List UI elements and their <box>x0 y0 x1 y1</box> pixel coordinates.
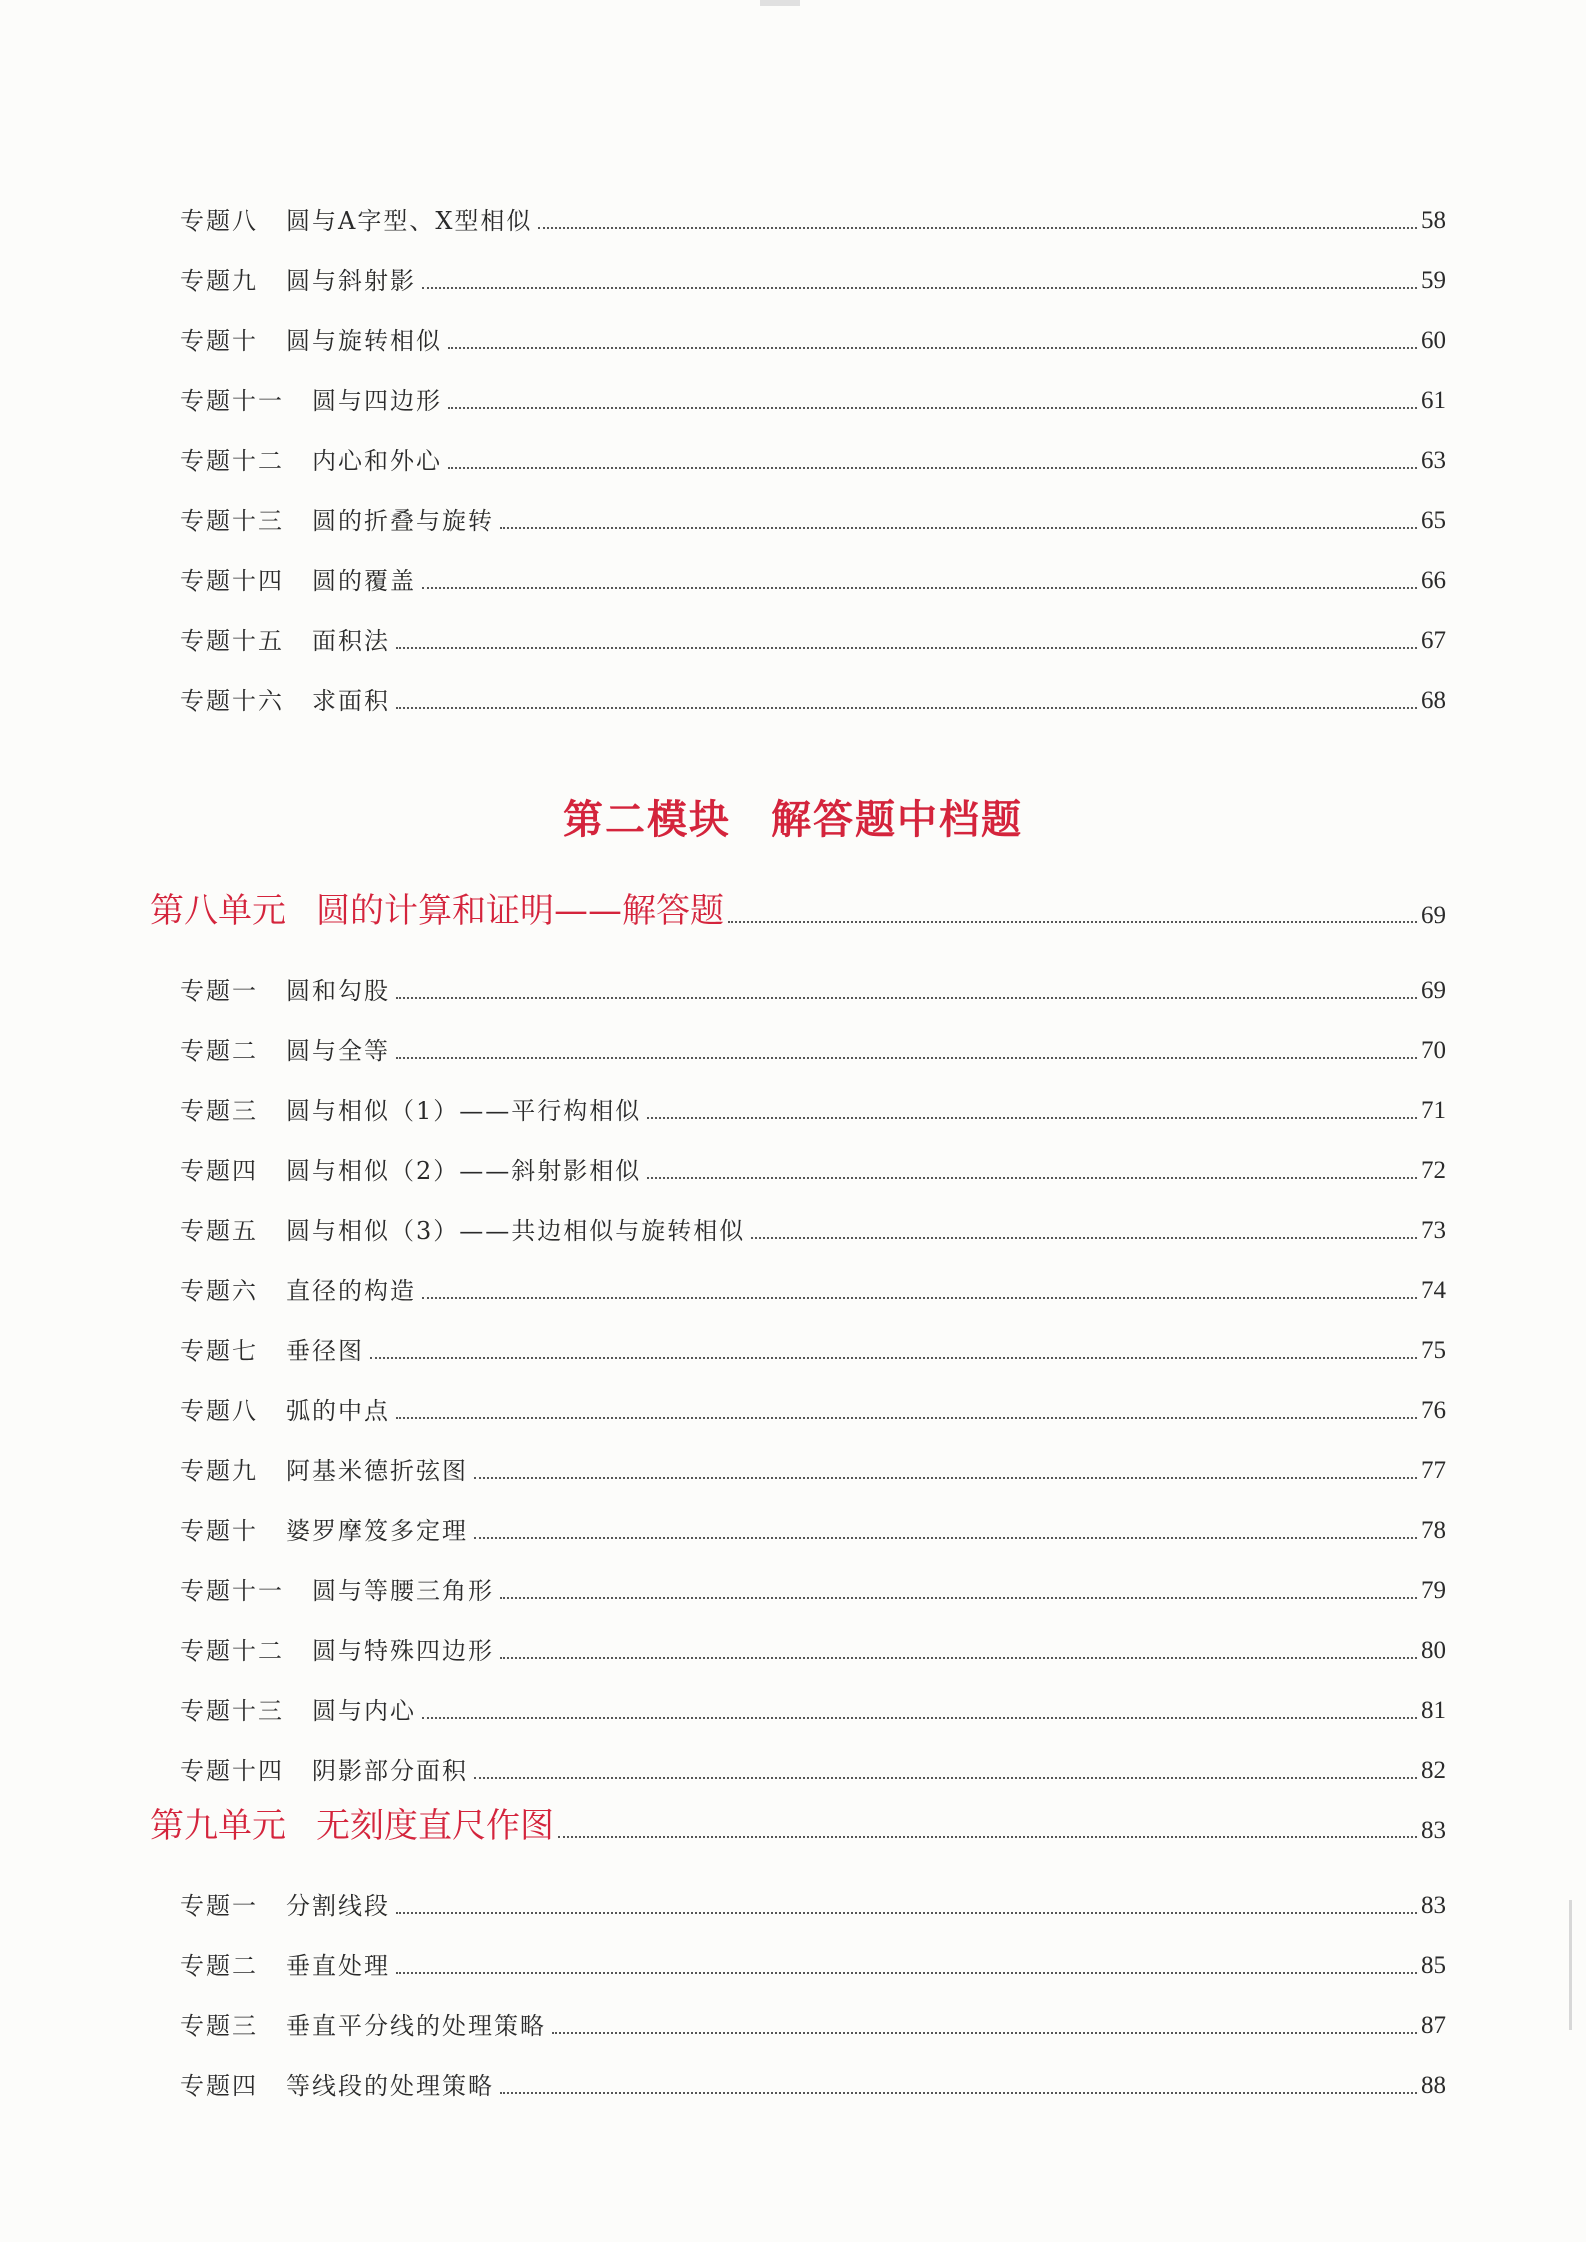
topic-title: 圆的覆盖 <box>312 567 416 595</box>
page-number: 88 <box>1421 2072 1446 2099</box>
unit-number: 第九单元 <box>150 1806 286 1846</box>
toc-entry[interactable] <box>180 1205 1446 1245</box>
topic-title: 垂直处理 <box>286 1952 390 1980</box>
page-number: 80 <box>1421 1637 1446 1664</box>
dot-leader <box>448 347 1417 349</box>
dot-leader <box>396 997 1417 999</box>
topic-number: 专题十四 <box>180 567 284 595</box>
topic-title: 垂直平分线的处理策略 <box>286 2012 546 2040</box>
topic-number: 专题三 <box>180 2012 258 2040</box>
topic-number: 专题十五 <box>180 627 284 655</box>
topic-title: 等线段的处理策略 <box>286 2072 494 2100</box>
page-number: 66 <box>1421 567 1446 594</box>
topic-title: 圆与全等 <box>286 1037 390 1065</box>
module-name: 解答题中档题 <box>771 797 1023 843</box>
page-number: 72 <box>1421 1157 1446 1184</box>
topic-number: 专题九 <box>180 1457 258 1485</box>
dot-leader <box>728 921 1417 923</box>
dot-leader <box>647 1177 1417 1179</box>
dot-leader <box>552 2032 1417 2034</box>
dot-leader <box>647 1117 1417 1119</box>
topic-title: 内心和外心 <box>312 447 442 475</box>
dot-leader <box>396 1972 1417 1974</box>
page-number: 63 <box>1421 447 1446 474</box>
toc-entry[interactable] <box>180 1685 1446 1725</box>
topic-number: 专题五 <box>180 1217 258 1245</box>
topic-number: 专题十 <box>180 327 258 355</box>
unit-number: 第八单元 <box>150 891 286 931</box>
toc-entry[interactable] <box>180 1505 1446 1545</box>
toc-entry[interactable] <box>180 1745 1446 1785</box>
page-number: 73 <box>1421 1217 1446 1244</box>
topic-number: 专题十一 <box>180 387 284 415</box>
toc-entry[interactable] <box>180 1880 1446 1920</box>
unit-title: 圆的计算和证明——解答题 <box>316 891 724 931</box>
toc-entry[interactable] <box>180 315 1446 355</box>
topic-title: 圆与相似（2）——斜射影相似 <box>286 1157 642 1185</box>
page-number: 67 <box>1421 627 1446 654</box>
topic-number: 专题三 <box>180 1097 258 1125</box>
page-number: 82 <box>1421 1757 1446 1784</box>
toc-entry[interactable] <box>180 1940 1446 1980</box>
topic-title: 圆与相似（1）——平行构相似 <box>286 1097 642 1125</box>
topic-title: 圆和勾股 <box>286 977 390 1005</box>
topic-number: 专题十二 <box>180 447 284 475</box>
toc-entry[interactable] <box>180 435 1446 475</box>
dot-leader <box>448 407 1417 409</box>
dot-leader <box>500 527 1417 529</box>
page-number: 75 <box>1421 1337 1446 1364</box>
topic-title: 阿基米德折弦图 <box>286 1457 468 1485</box>
page-number: 59 <box>1421 267 1446 294</box>
topic-title: 直径的构造 <box>286 1277 416 1305</box>
topic-title: 阴影部分面积 <box>312 1757 468 1785</box>
page-number: 65 <box>1421 507 1446 534</box>
topic-number: 专题一 <box>180 1892 258 1920</box>
topic-number: 专题十三 <box>180 1697 284 1725</box>
topic-title: 弧的中点 <box>286 1397 390 1425</box>
page-number: 69 <box>1421 977 1446 1004</box>
topic-number: 专题八 <box>180 207 258 235</box>
toc-entry[interactable] <box>180 1445 1446 1485</box>
dot-leader <box>422 1297 1417 1299</box>
dot-leader <box>558 1836 1417 1838</box>
topic-number: 专题八 <box>180 1397 258 1425</box>
page-number: 71 <box>1421 1097 1446 1124</box>
toc-entry[interactable] <box>180 1265 1446 1305</box>
topic-title: 圆与相似（3）——共边相似与旋转相似 <box>286 1217 746 1245</box>
page-edge-shadow <box>1569 1900 1572 2030</box>
topic-number: 专题七 <box>180 1337 258 1365</box>
dot-leader <box>396 1417 1417 1419</box>
dot-leader <box>422 287 1417 289</box>
toc-entry[interactable] <box>180 2060 1446 2100</box>
topic-title: 圆与特殊四边形 <box>312 1637 494 1665</box>
dot-leader <box>751 1237 1417 1239</box>
page-number: 60 <box>1421 327 1446 354</box>
dot-leader <box>370 1357 1417 1359</box>
toc-entry[interactable] <box>180 615 1446 655</box>
page-number: 83 <box>1421 1892 1446 1919</box>
topic-number: 专题六 <box>180 1277 258 1305</box>
page-number: 78 <box>1421 1517 1446 1544</box>
topic-title: 圆的折叠与旋转 <box>312 507 494 535</box>
dot-leader <box>422 587 1417 589</box>
dot-leader <box>538 227 1417 229</box>
topic-number: 专题一 <box>180 977 258 1005</box>
page-number: 70 <box>1421 1037 1446 1064</box>
page-number: 58 <box>1421 207 1446 234</box>
topic-title: 圆与斜射影 <box>286 267 416 295</box>
topic-title: 求面积 <box>312 687 390 715</box>
topic-title: 圆与旋转相似 <box>286 327 442 355</box>
unit-heading[interactable] <box>150 1800 1446 1846</box>
topic-title: 圆与等腰三角形 <box>312 1577 494 1605</box>
module-title <box>0 795 1586 845</box>
topic-number: 专题十四 <box>180 1757 284 1785</box>
topic-title: 婆罗摩笈多定理 <box>286 1517 468 1545</box>
dot-leader <box>500 2092 1417 2094</box>
dot-leader <box>396 707 1417 709</box>
module-number: 第二模块 <box>563 797 731 843</box>
toc-entry[interactable] <box>180 1085 1446 1125</box>
toc-entry[interactable] <box>180 555 1446 595</box>
topic-number: 专题四 <box>180 1157 258 1185</box>
toc-entry[interactable] <box>180 495 1446 535</box>
dot-leader <box>474 1537 1417 1539</box>
topic-number: 专题十六 <box>180 687 284 715</box>
topic-number: 专题四 <box>180 2072 258 2100</box>
page-number: 76 <box>1421 1397 1446 1424</box>
toc-entry[interactable] <box>180 1025 1446 1065</box>
dot-leader <box>422 1717 1417 1719</box>
toc-entry[interactable] <box>180 965 1446 1005</box>
page-number: 87 <box>1421 2012 1446 2039</box>
topic-title: 垂径图 <box>286 1337 364 1365</box>
page-number: 61 <box>1421 387 1446 414</box>
toc-entry[interactable] <box>180 1385 1446 1425</box>
dot-leader <box>474 1477 1417 1479</box>
dot-leader <box>500 1597 1417 1599</box>
topic-title: 分割线段 <box>286 1892 390 1920</box>
page-number: 77 <box>1421 1457 1446 1484</box>
page-number: 74 <box>1421 1277 1446 1304</box>
toc-entry[interactable] <box>180 675 1446 715</box>
topic-title: 圆与A字型、X型相似 <box>286 207 533 235</box>
topic-number: 专题十二 <box>180 1637 284 1665</box>
topic-title: 面积法 <box>312 627 390 655</box>
dot-leader <box>396 1912 1417 1914</box>
toc-entry[interactable] <box>180 1625 1446 1665</box>
topic-number: 专题二 <box>180 1952 258 1980</box>
topic-title: 圆与四边形 <box>312 387 442 415</box>
dot-leader <box>500 1657 1417 1659</box>
page-number: 85 <box>1421 1952 1446 1979</box>
page-number: 81 <box>1421 1697 1446 1724</box>
dot-leader <box>448 467 1417 469</box>
unit-title: 无刻度直尺作图 <box>316 1806 554 1846</box>
page-number: 79 <box>1421 1577 1446 1604</box>
topic-title: 圆与内心 <box>312 1697 416 1725</box>
page-number: 69 <box>1421 902 1446 929</box>
dot-leader <box>474 1777 1417 1779</box>
topic-number: 专题二 <box>180 1037 258 1065</box>
toc-entry[interactable] <box>180 1325 1446 1365</box>
toc-entry[interactable] <box>180 2000 1446 2040</box>
topic-number: 专题九 <box>180 267 258 295</box>
dot-leader <box>396 1057 1417 1059</box>
page-number: 68 <box>1421 687 1446 714</box>
page-number: 83 <box>1421 1817 1446 1844</box>
topic-number: 专题十三 <box>180 507 284 535</box>
dot-leader <box>396 647 1417 649</box>
scan-mark <box>760 0 800 6</box>
toc-entry[interactable] <box>180 1145 1446 1185</box>
toc-entry[interactable] <box>180 255 1446 295</box>
topic-number: 专题十一 <box>180 1577 284 1605</box>
toc-entry[interactable] <box>180 195 1446 235</box>
unit-heading[interactable] <box>150 885 1446 931</box>
topic-number: 专题十 <box>180 1517 258 1545</box>
toc-entry[interactable] <box>180 375 1446 415</box>
toc-entry[interactable] <box>180 1565 1446 1605</box>
